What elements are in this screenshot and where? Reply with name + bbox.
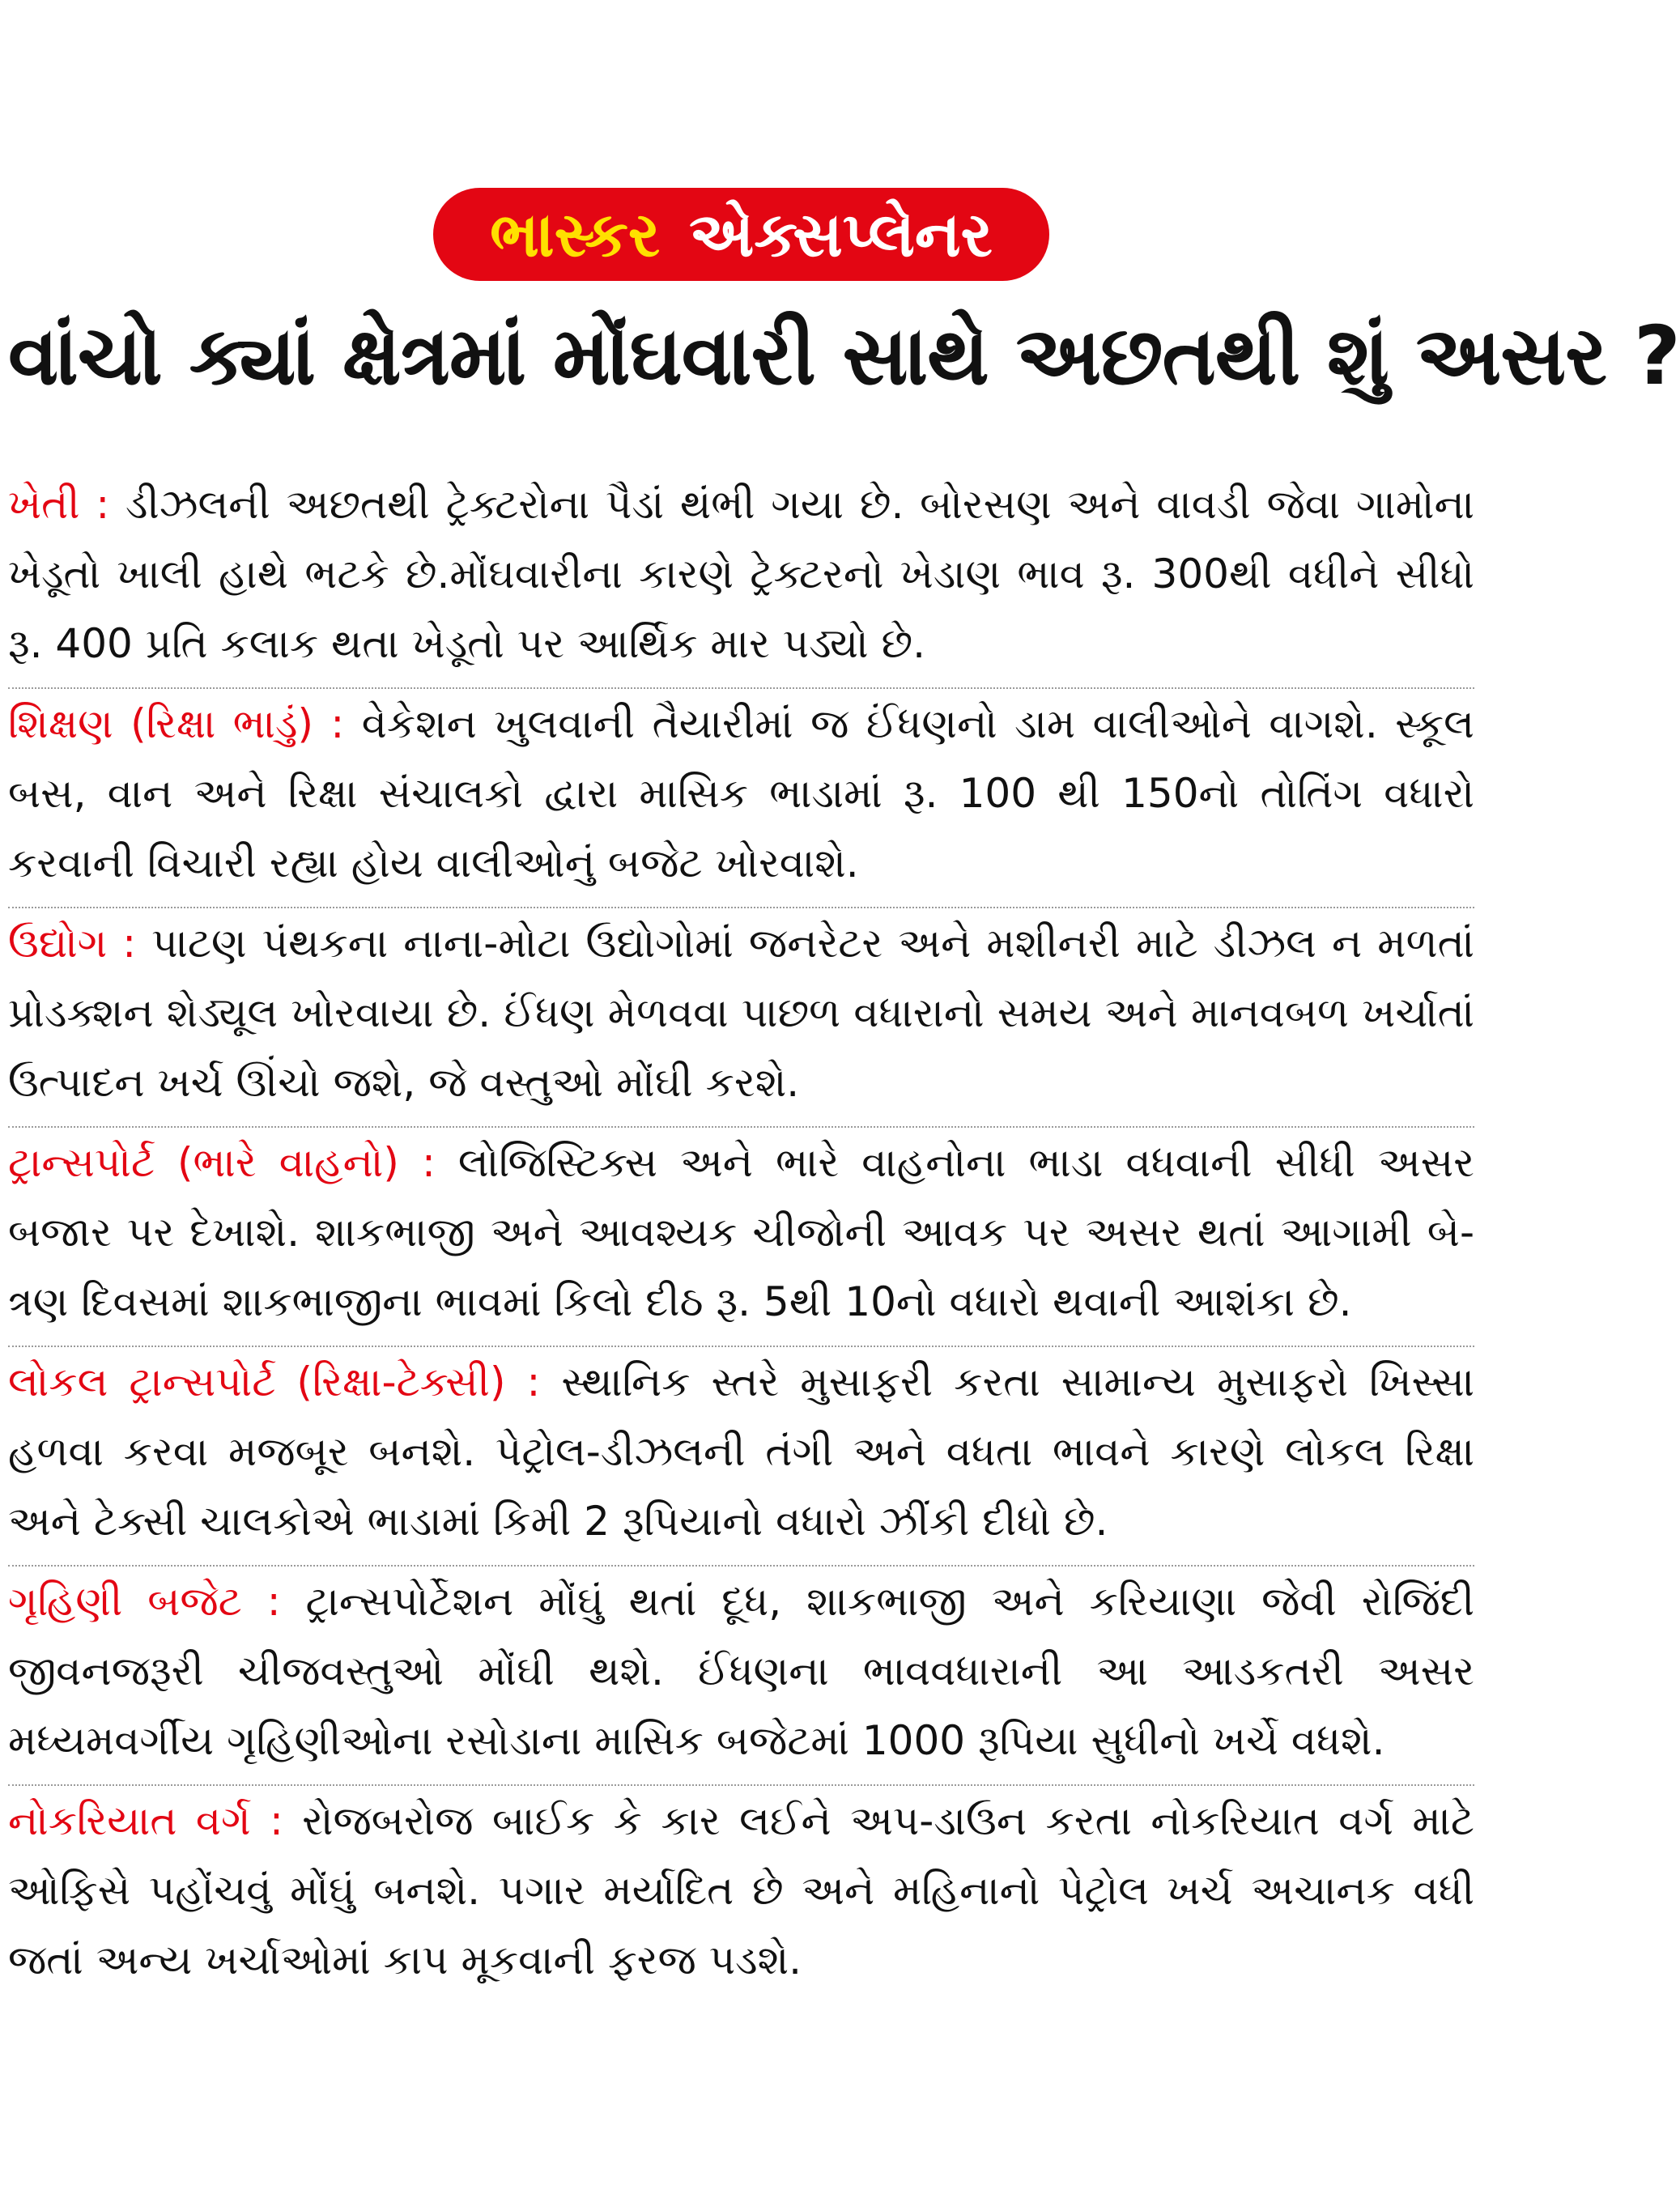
section-label: ટ્રાન્સપોર્ટ (ભારે વાહનો) : <box>8 1139 458 1186</box>
section-label: ઉદ્યોગ : <box>8 920 152 967</box>
section-paragraph <box>8 1786 1474 1995</box>
section-label: નોકરિયાત વર્ગ : <box>8 1797 303 1844</box>
section-paragraph <box>8 908 1474 1117</box>
section-text: પાટણ પંથકના નાના-મોટા ઉદ્યોગોમાં જનરેટર અને મશીનરી માટે ડીઝલ ન મળતાં પ્રોડક્શન શેડ્યૂલ ખોરવાયા છે. ઈંધણ મેળવવા પાછળ વધારાનો સમય અને માનવબળ ખર્ચાતાં ઉત્પાદન ખર્ચ ઊંચો જશે, જે વસ્તુઓ મોંઘી કરશે. <box>8 920 1474 1106</box>
section-paragraph <box>8 1128 1474 1337</box>
section-heavy-transport <box>8 1128 1474 1347</box>
section-paragraph <box>8 1567 1474 1775</box>
section-label: લોકલ ટ્રાન્સપોર્ટ (રિક્ષા-ટેક્સી) : <box>8 1358 562 1405</box>
section-text: વેકેશન ખુલવાની તૈયારીમાં જ ઈંધણનો ડામ વાલીઓને વાગશે. સ્કૂલ બસ, વાન અને રિક્ષા સંચાલકો દ્વારા માસિક ભાડામાં રૂ. 100 થી 150નો તોતિંગ વધારો કરવાની વિચારી રહ્યા હોય વાલીઓનું બજેટ ખોરવાશે. <box>8 700 1474 886</box>
section-paragraph <box>8 1347 1474 1556</box>
section-education <box>8 689 1474 908</box>
section-local-transport <box>8 1347 1474 1567</box>
badge-word-bhaskar: ભાસ્કર <box>490 198 661 270</box>
section-agriculture <box>8 470 1474 689</box>
section-salaried-class <box>8 1786 1474 2005</box>
section-industry <box>8 908 1474 1128</box>
headline: વાંચો ક્યાં ક્ષેત્રમાં મોંઘવારી સાથે અછતથી શું અસર ? <box>8 308 1680 403</box>
explainer-badge <box>433 188 1049 281</box>
section-paragraph <box>8 470 1474 678</box>
sections-list <box>8 470 1474 2005</box>
section-label: ખેતી : <box>8 481 125 528</box>
badge-wrapper <box>0 188 1482 281</box>
section-label: શિક્ષણ (રિક્ષા ભાડું) : <box>8 700 362 747</box>
section-text: ડીઝલની અછતથી ટ્રેક્ટરોના પૈડાં થંભી ગયા છે. બોરસણ અને વાવડી જેવા ગામોના ખેડૂતો ખાલી હાથે ભટકે છે.મોંઘવારીના કારણે ટ્રેક્ટરનો ખેડાણ ભાવ રૂ. 300થી વધીને સીધો રૂ. 400 પ્રતિ કલાક થતા ખેડૂતો પર આર્થિક માર પડ્યો છે. <box>8 481 1475 667</box>
section-text: લોજિસ્ટિક્સ અને ભારે વાહનોના ભાડા વધવાની સીધી અસર બજાર પર દેખાશે. શાકભાજી અને આવશ્યક ચીજોની આવક પર અસર થતાં આગામી બે-ત્રણ દિવસમાં શાકભાજીના ભાવમાં કિલો દીઠ રૂ. 5થી 10નો વધારો થવાની આશંકા છે. <box>8 1139 1475 1325</box>
section-text: રોજબરોજ બાઈક કે કાર લઈને અપ-ડાઉન કરતા નોકરિયાત વર્ગ માટે ઓફિસે પહોંચવું મોંઘું બનશે. પગાર મર્યાદિત છે અને મહિનાનો પેટ્રોલ ખર્ચ અચાનક વધી જતાં અન્ય ખર્ચાઓમાં કાપ મૂકવાની ફરજ પડશે. <box>8 1797 1474 1983</box>
badge-word-explainer: એક્સપ્લેનર <box>689 198 993 270</box>
section-paragraph <box>8 689 1474 898</box>
section-text: સ્થાનિક સ્તરે મુસાફરી કરતા સામાન્ય મુસાફરો ખિસ્સા હળવા કરવા મજબૂર બનશે. પેટ્રોલ-ડીઝલની તંગી અને વધતા ભાવને કારણે લોકલ રિક્ષા અને ટેક્સી ચાલકોએ ભાડામાં કિમી 2 રૂપિયાનો વધારો ઝીંકી દીધો છે. <box>8 1358 1474 1545</box>
section-household-budget <box>8 1567 1474 1786</box>
section-label: ગૃહિણી બજેટ : <box>8 1578 306 1625</box>
section-text: ટ્રાન્સપોર્ટેશન મોંઘું થતાં દૂધ, શાકભાજી અને કરિયાણા જેવી રોજિંદી જીવનજરૂરી ચીજવસ્તુઓ મોંઘી થશે. ઈંધણના ભાવવધારાની આ આડકતરી અસર મધ્યમવર્ગીય ગૃહિણીઓના રસોડાના માસિક બજેટમાં 1000 રૂપિયા સુધીનો ખર્ચે વધશે. <box>8 1578 1474 1764</box>
